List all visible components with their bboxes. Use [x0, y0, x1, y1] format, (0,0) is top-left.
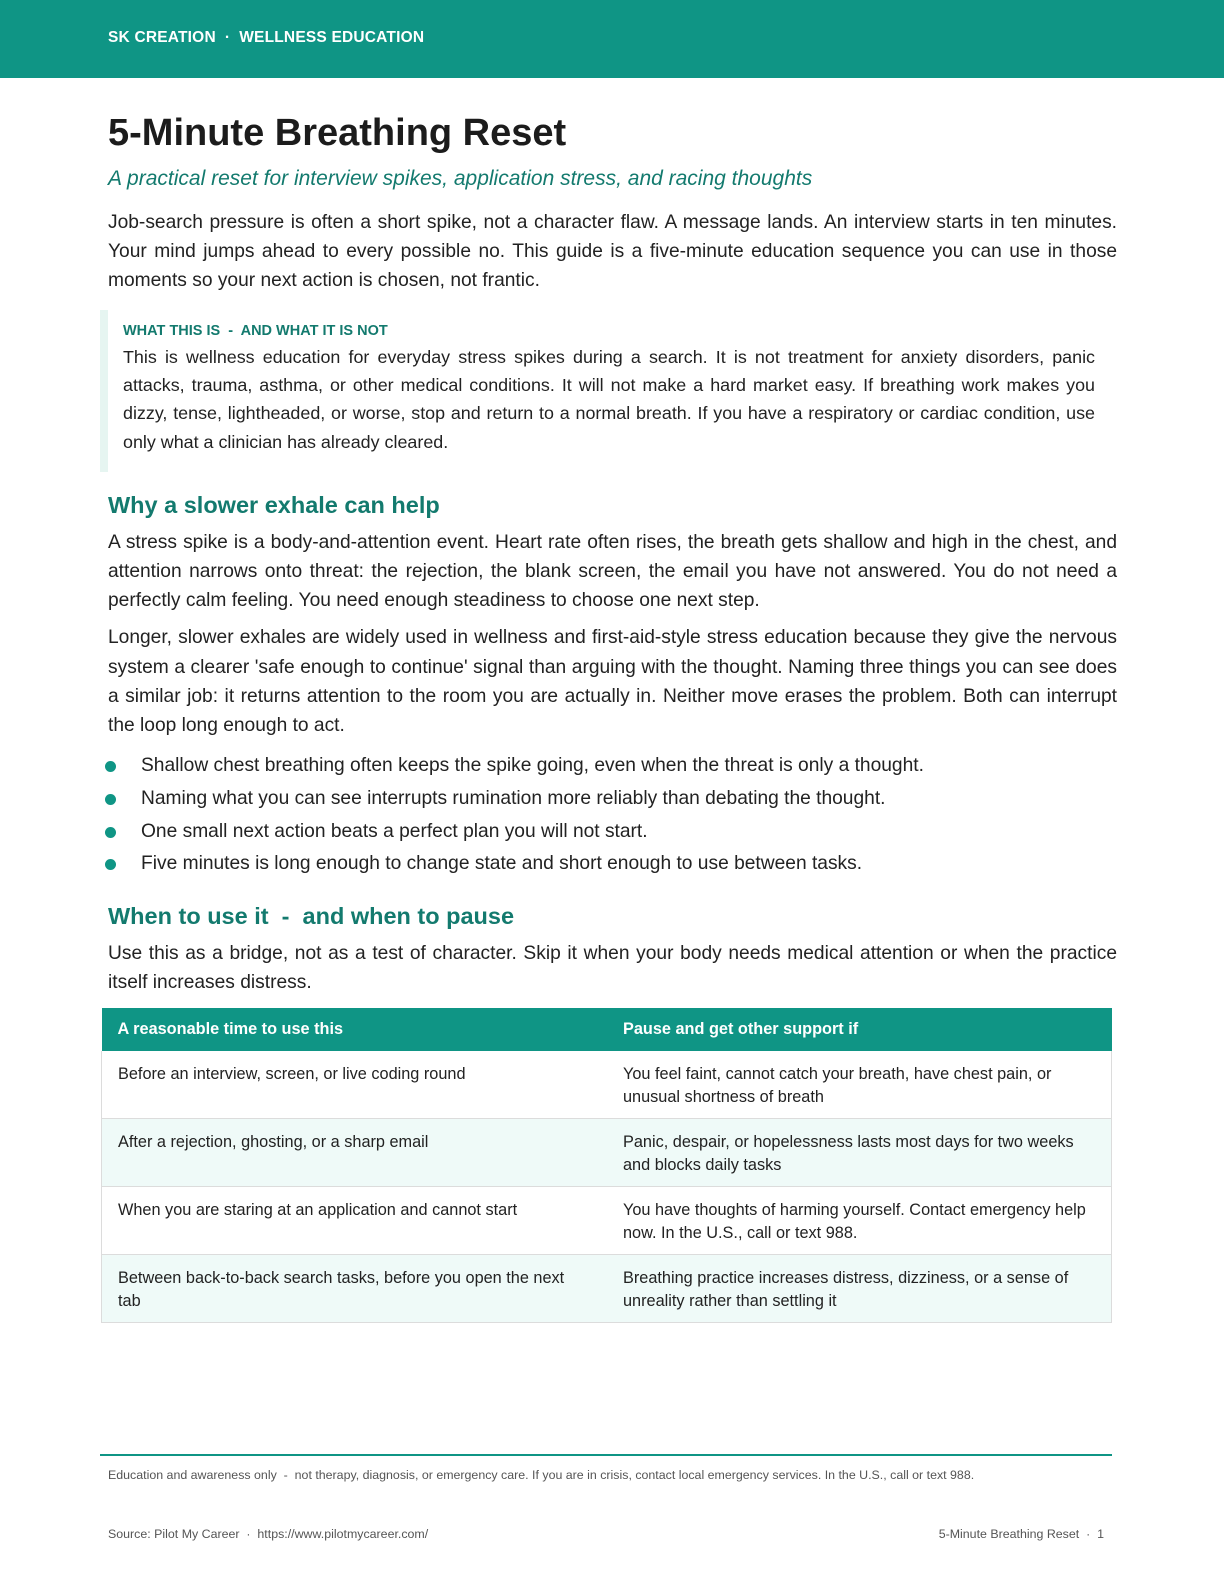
- disclaimer-callout: [100, 310, 1117, 472]
- table-cell: Before an interview, screen, or live coding round: [102, 1051, 608, 1119]
- callout-heading: WHAT THIS IS - AND WHAT IT IS NOT: [123, 322, 388, 339]
- table-row: [102, 1187, 1112, 1255]
- why-paragraph-2: Longer, slower exhales are widely used in wellness and first-aid-style stress education because they give the nervous system a clearer 'safe enough to continue' signal than arguing with the thought. Naming three things you can see does a similar job: it returns attention to the room you are actually in. Neither move erases the problem. Both can interrupt the loop long enough to act.: [108, 627, 1117, 737]
- bullet-dot-icon: [105, 827, 116, 838]
- table-cell: Breathing practice increases distress, dizziness, or a sense of unreality rather than settling it: [607, 1255, 1112, 1323]
- table-cell: Panic, despair, or hopelessness lasts most days for two weeks and blocks daily tasks: [607, 1119, 1112, 1187]
- table-header-use: A reasonable time to use this: [102, 1008, 608, 1051]
- table-cell: You have thoughts of harming yourself. Contact emergency help now. In the U.S., call or text 988.: [607, 1187, 1112, 1255]
- header-text: SK CREATION · WELLNESS EDUCATION: [108, 29, 425, 46]
- table-cell: You feel faint, cannot catch your breath, have chest pain, or unusual shortness of breath: [607, 1051, 1112, 1119]
- bullet-text: Naming what you can see interrupts rumination more reliably than debating the thought.: [141, 787, 886, 809]
- table-header-row: [102, 1008, 1112, 1051]
- bullet-dot-icon: [105, 761, 116, 772]
- section-heading-when: When to use it - and when to pause: [108, 903, 515, 930]
- bullet-dot-icon: [105, 859, 116, 870]
- page-title: 5-Minute Breathing Reset: [108, 112, 567, 154]
- bullet-dot-icon: [105, 794, 116, 805]
- footer-page-label: 5-Minute Breathing Reset · 1: [938, 1527, 1104, 1541]
- table-cell: After a rejection, ghosting, or a sharp email: [102, 1119, 608, 1187]
- footer-source: Source: Pilot My Career · https://www.pilotmycareer.com/: [108, 1527, 429, 1541]
- why-bullet-list: [108, 750, 1117, 881]
- table-cell: Between back-to-back search tasks, before you open the next tab: [102, 1255, 608, 1323]
- page-subtitle: A practical reset for interview spikes, application stress, and racing thoughts: [108, 167, 813, 190]
- when-paragraph: Use this as a bridge, not as a test of character. Skip it when your body needs medical attention or when the practice itself increases distress.: [108, 943, 1117, 994]
- bullet-text: Five minutes is long enough to change state and short enough to use between tasks.: [141, 853, 863, 875]
- table-row: [102, 1051, 1112, 1119]
- footer-disclaimer: Education and awareness only - not therapy, diagnosis, or emergency care. If you are in crisis, contact local emergency services. In the U.S., call or text 988.: [108, 1468, 975, 1482]
- table-cell: When you are staring at an application and cannot start: [102, 1187, 608, 1255]
- header-band: [0, 0, 1224, 78]
- intro-paragraph: Job-search pressure is often a short spike, not a character flaw. A message lands. An interview starts in ten minutes. Your mind jumps ahead to every possible no. This guide is a five-minute education sequence you can use in those moments so your next action is chosen, not frantic.: [108, 212, 1117, 292]
- bullet-text: Shallow chest breathing often keeps the spike going, even when the threat is only a thought.: [141, 755, 924, 777]
- why-paragraph-1: A stress spike is a body-and-attention event. Heart rate often rises, the breath gets shallow and high in the chest, and attention narrows onto threat: the rejection, the blank screen, the email you have not answered. You do not need a perfectly calm feeling. You need enough steadiness to choose one next step.: [108, 531, 1117, 612]
- bullet-item: [108, 816, 1117, 849]
- bullet-text: One small next action beats a perfect plan you will not start.: [141, 820, 648, 842]
- bullet-item: [108, 848, 1117, 881]
- table-row: [102, 1119, 1112, 1187]
- callout-body: This is wellness education for everyday stress spikes during a search. It is not treatment for anxiety disorders, panic attacks, trauma, asthma, or other medical conditions. It will not make a hard market easy. If breathing work makes you dizzy, tense, lightheaded, or worse, stop and return to a normal breath. If you have a respiratory or cardiac condition, use only what a clinician has already cleared.: [123, 346, 1095, 452]
- main-content: [108, 110, 1117, 997]
- bullet-item: [108, 750, 1117, 783]
- footer-divider: [100, 1454, 1112, 1456]
- table-row: [102, 1255, 1112, 1323]
- use-pause-table: [101, 1008, 1112, 1323]
- bullet-item: [108, 783, 1117, 816]
- table-header-pause: Pause and get other support if: [607, 1008, 1112, 1051]
- section-heading-why: Why a slower exhale can help: [108, 491, 440, 518]
